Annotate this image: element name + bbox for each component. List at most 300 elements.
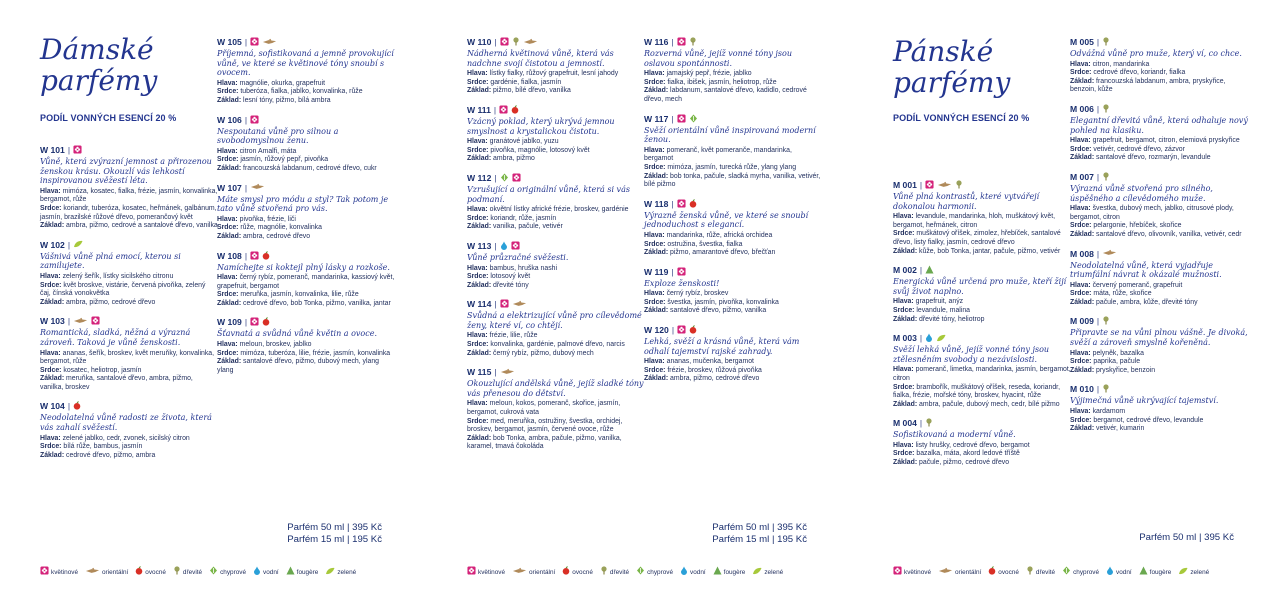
legend-item (1026, 566, 1055, 579)
flower-icon (250, 37, 259, 48)
fruit-icon (562, 566, 570, 579)
scent-note (40, 299, 218, 308)
price-15ml: Parfém 15 ml | 195 Kč (712, 534, 807, 545)
note-label: Srdce: (40, 366, 62, 374)
scent-note (644, 307, 822, 316)
scent-note (40, 205, 218, 222)
perfume-code: W 102 (40, 239, 65, 250)
scent-note (467, 79, 645, 88)
price-block (287, 522, 382, 546)
perfume-code: M 003 (893, 333, 917, 344)
separator: | (67, 316, 71, 327)
green-icon (325, 567, 335, 579)
note-value: ananas, šeřík, broskev, květ meruňky, konvalinka, bergamot, růže (40, 349, 215, 366)
perfume-code-row (644, 267, 822, 278)
note-label: Hlava: (40, 349, 61, 357)
separator: | (671, 113, 674, 124)
note-value: bob tonka, pačule, sladká myrha, vanilka, vetivér, bílé pižmo (644, 172, 821, 189)
oriental-icon (73, 317, 88, 327)
note-label: Základ: (217, 96, 242, 104)
perfume-code: W 117 (644, 113, 669, 124)
note-label: Hlava: (644, 146, 665, 154)
scent-note (893, 384, 1071, 401)
note-label: Hlava: (1070, 281, 1091, 289)
perfume-entry (1070, 172, 1248, 240)
legend-item (636, 566, 673, 579)
fruit-icon (135, 566, 143, 579)
note-value: grapefruit, anýz (915, 298, 964, 306)
green-icon (1178, 567, 1188, 579)
note-label: Srdce: (893, 230, 915, 238)
scent-note (1070, 205, 1248, 222)
column (40, 145, 218, 469)
legend-label: květinové (904, 569, 931, 576)
legend-item (467, 566, 505, 579)
fougere-icon (713, 566, 722, 579)
note-label: Hlava: (644, 290, 665, 298)
note-label: Hlava: (1070, 205, 1091, 213)
note-value: černý rybíz, broskev (666, 290, 729, 298)
note-value: santalové dřevo, pižmo, dubový mech, ylang ylang (217, 358, 380, 374)
column (644, 37, 822, 393)
scent-note (217, 88, 395, 97)
perfume-code-row (1070, 172, 1248, 183)
note-label: Hlava: (1070, 137, 1091, 145)
note-label: Základ: (40, 451, 65, 459)
page-title (40, 34, 157, 96)
note-label: Srdce: (644, 163, 666, 171)
perfume-code: W 108 (217, 250, 242, 261)
note-label: Hlava: (644, 70, 665, 78)
scent-note (893, 459, 1071, 468)
perfume-code: W 115 (467, 367, 492, 378)
price-50ml: Parfém 50 ml | 395 Kč (712, 522, 807, 533)
perfume-code-row (1070, 316, 1248, 327)
note-label: Srdce: (40, 443, 62, 451)
note-value: santalové dřevo, olivovník, vanilka, vetivér, cedr (1096, 230, 1242, 238)
note-label: Základ: (467, 281, 492, 289)
scent-note (893, 248, 1071, 257)
separator: | (67, 401, 71, 412)
oriental-icon (500, 368, 515, 378)
separator: | (493, 104, 497, 115)
scent-note (217, 165, 395, 174)
note-label: Základ: (217, 299, 242, 307)
legend-label: orientální (955, 569, 982, 576)
note-value: švestka, dubový mech, jablko, citrusové plody, bergamot, citron (1070, 205, 1234, 221)
note-value: francouzská labdanum, cedrové dřevo, cukr (243, 164, 377, 172)
note-label: Hlava: (217, 215, 238, 223)
note-label: Srdce: (467, 78, 489, 86)
perfume-code: W 103 (40, 316, 65, 327)
water-icon (925, 333, 933, 344)
scent-note (644, 173, 822, 190)
scent-note (217, 97, 395, 106)
legend-label: zelené (764, 569, 784, 576)
note-value: grapefruit, bergamot, citron, elemiová pryskyřice (1092, 137, 1240, 145)
note-value: máta, růže, skořice (1093, 290, 1152, 298)
column (1070, 37, 1248, 443)
perfume-code-row (40, 145, 218, 156)
note-value: levandule, mandarinka, hloh, muškátový květ, bergamot, heřmánek, citron (893, 213, 1056, 229)
perfume-code-row (217, 183, 395, 194)
note-label: Základ: (1070, 366, 1095, 374)
separator: | (494, 172, 497, 183)
note-value: frézie, broskev, růžová pivoňka (667, 366, 762, 374)
note-value: cedrové dřevo, pižmo, ambra (66, 451, 156, 459)
flower-icon (677, 37, 686, 48)
perfume-code: M 008 (1070, 248, 1094, 259)
perfume-description: Výrazná vůně stvořená pro silného, úspěšného a cílevědomého muže. (1070, 183, 1213, 203)
legend-item (562, 566, 593, 579)
perfume-code-row (467, 367, 645, 378)
note-label: Srdce: (644, 78, 666, 86)
scent-note (467, 265, 645, 274)
note-value: listy hrušky, cedrové dřevo, bergamot (915, 441, 1030, 449)
scent-note (1070, 69, 1248, 78)
title-line-1: Pánské (893, 35, 994, 68)
separator: | (244, 114, 248, 125)
legend-item (85, 567, 128, 579)
note-label: Hlava: (644, 231, 665, 239)
perfume-description: Vzrušující a originální vůně, která si vás podmaní. (467, 184, 630, 204)
note-label: Srdce: (644, 366, 666, 374)
note-label: Základ: (644, 375, 669, 383)
separator: | (919, 180, 923, 190)
note-value: bergamot, cedrové dřevo, levandule (1093, 416, 1204, 424)
perfume-code: W 114 (467, 299, 492, 310)
scent-note (644, 232, 822, 241)
scent-note (217, 291, 395, 300)
note-value: ambra, pižmo, cedrové dřevo (670, 375, 760, 383)
note-label: Srdce: (1070, 69, 1092, 77)
perfume-code: W 118 (644, 198, 669, 209)
perfume-description: Připravte se na vůni plnou vášně. Je divoká, svěží a zároveň smyslně kořeněná. (1070, 328, 1248, 348)
legend (893, 566, 1212, 579)
fruit-icon (511, 105, 519, 116)
perfume-code: W 104 (40, 401, 65, 412)
note-label: Hlava: (1070, 349, 1091, 357)
scent-note (217, 300, 395, 309)
perfume-code: W 112 (467, 172, 492, 183)
wood-icon (512, 37, 520, 48)
note-label: Hlava: (893, 441, 914, 449)
perfume-entry (644, 199, 822, 258)
perfume-description: Rozverná vůně, jejíž vonné tóny jsou oslavou spontánnosti. (644, 49, 792, 68)
note-value: citron Amalfi, máta (239, 147, 297, 155)
note-label: Srdce: (217, 88, 239, 96)
perfume-description: Šťavnatá a svůdná vůně květin a ovoce. (217, 329, 378, 339)
perfume-entry (40, 240, 218, 308)
legend-item (40, 566, 78, 579)
scent-note (644, 87, 822, 104)
flower-icon (512, 173, 521, 184)
perfume-code: W 111 (467, 104, 491, 115)
note-value: levandule, malina (916, 306, 971, 314)
scent-note (1070, 222, 1248, 231)
legend-label: dřevité (1035, 569, 1056, 576)
water-icon (1106, 566, 1114, 579)
flower-icon (467, 566, 476, 579)
scent-note (644, 375, 822, 384)
page-men (853, 0, 1280, 593)
scent-note (1070, 231, 1248, 240)
flower-icon (677, 199, 686, 210)
note-label: Srdce: (1070, 145, 1092, 153)
perfume-code: M 004 (893, 418, 917, 429)
legend (467, 566, 786, 579)
perfume-code-row (644, 37, 822, 48)
scent-note (40, 282, 218, 299)
note-value: pivoňka, frézie, liči (239, 215, 296, 223)
flower-icon (500, 299, 509, 310)
scent-note (644, 147, 822, 164)
page-women-2 (427, 0, 853, 593)
separator: | (1096, 171, 1100, 182)
scent-note (1070, 350, 1248, 359)
perfume-description: Namíchejte si koktejl plný lásky a rozkoše. (217, 262, 390, 272)
note-value: pivoňka, magnólie, lotosový květ (490, 146, 590, 154)
perfume-entry (467, 299, 645, 358)
note-label: Srdce: (893, 383, 915, 391)
perfume-entry (1070, 37, 1248, 95)
separator: | (244, 182, 248, 193)
scent-note (467, 400, 645, 417)
legend-item (713, 566, 746, 579)
note-value: pelyněk, bazalka (1092, 349, 1144, 357)
note-label: Hlava: (467, 70, 488, 78)
perfume-code-row (217, 115, 395, 126)
separator: | (671, 198, 674, 209)
legend-item (173, 566, 202, 579)
perfume-code: M 001 (893, 180, 917, 190)
perfume-description: Máte smysl pro módu a styl? Tak potom je tato vůně stvořená pro vás. (217, 194, 389, 214)
note-value: koriandr, růže, jasmín (490, 214, 557, 222)
note-label: Srdce: (893, 450, 915, 458)
perfume-entry (1070, 316, 1248, 375)
scent-note (40, 452, 218, 461)
flower-icon (40, 566, 49, 579)
fruit-icon (689, 199, 697, 210)
note-value: muškátový oříšek, zimolez, hřebíček, santalové dřevo, listy fialky, jasmín, cedrové dřevo (893, 230, 1061, 246)
separator: | (1096, 316, 1100, 327)
page-women-1 (0, 0, 427, 593)
scent-note (644, 249, 822, 258)
perfume-code: W 119 (644, 266, 669, 277)
fruit-icon (73, 401, 81, 412)
perfume-entry (467, 367, 645, 452)
scent-note (467, 87, 645, 96)
note-value: pačule, pižmo, cedrové dřevo (919, 459, 1010, 467)
scent-note (217, 233, 395, 242)
note-label: Srdce: (217, 349, 239, 357)
note-label: Srdce: (467, 273, 489, 281)
scent-note (1070, 425, 1248, 434)
perfume-code-row (893, 180, 1071, 191)
flower-icon (677, 325, 686, 336)
note-label: Základ: (1070, 77, 1095, 85)
scent-note (1070, 367, 1248, 376)
legend-item (325, 567, 356, 579)
perfume-code-row (467, 105, 645, 116)
note-value: mimóza, kosatec, fialka, frézie, jasmín, konvalinka, bergamot, růže (40, 187, 218, 204)
note-value: citron, mandarinka (1092, 60, 1150, 68)
perfume-code: W 101 (40, 145, 65, 155)
price-50ml: Parfém 50 ml | 395 Kč (1139, 532, 1234, 543)
note-label: Základ: (644, 172, 669, 180)
separator: | (67, 239, 71, 250)
perfume-entry (893, 180, 1071, 256)
scent-note (40, 367, 218, 376)
wood-icon (1102, 172, 1110, 183)
perfume-code: M 002 (893, 265, 917, 276)
note-value: meruňka, santalové dřevo, ambra, pižmo, vanilka, broskev (40, 375, 193, 391)
separator: | (1096, 248, 1100, 259)
scent-note (644, 70, 822, 79)
note-label: Srdce: (467, 417, 489, 425)
note-label: Hlava: (893, 298, 914, 306)
note-value: gardénie, fialka, jasmín (490, 78, 562, 86)
perfume-entry (467, 173, 645, 232)
oriental-icon (512, 300, 527, 310)
scent-note (1070, 61, 1248, 70)
note-label: Základ: (644, 249, 669, 257)
perfume-description: Vůně průzračné svěžesti. (467, 252, 569, 262)
flower-icon (511, 241, 520, 252)
perfume-description: Vášnivá vůně plná emocí, kterou si zamilujete. (40, 251, 181, 271)
title-line-2: parfémy (40, 64, 158, 97)
perfume-description: Neodolatelná vůně radosti ze života, která vás zahalí svěžestí. (40, 413, 212, 433)
scent-note (467, 332, 645, 341)
perfume-code-row (217, 317, 395, 328)
scent-note (217, 224, 395, 233)
note-label: Základ: (893, 315, 918, 323)
scent-note (40, 443, 218, 452)
note-value: červený pomeranč, grapefruit (1092, 281, 1183, 289)
perfume-description: Lehká, svěží a krásná vůně, která vám odhalí tajemství rajské zahrady. (644, 337, 800, 356)
note-label: Základ: (40, 375, 65, 383)
legend-item (135, 566, 166, 579)
flower-icon (677, 267, 686, 278)
legend-label: vodní (690, 569, 706, 576)
scent-note (893, 450, 1071, 459)
wood-icon (1102, 384, 1110, 395)
note-value: ambra, pačule, dubový mech, cedr, bílé pižmo (919, 400, 1060, 408)
perfume-code: W 113 (467, 240, 492, 251)
wood-icon (689, 37, 697, 48)
separator: | (919, 265, 923, 276)
perfume-code-row (467, 241, 645, 252)
scent-note (217, 358, 395, 375)
note-value: pelargonie, hřebíček, skořice (1093, 222, 1182, 230)
scent-note (644, 358, 822, 367)
note-value: kůže, bob Tonka, jantar, pačule, pižmo, vetivér (919, 247, 1061, 255)
perfume-entry (644, 114, 822, 190)
perfume-description: Neodolatelná vůně, která vyjadřuje triumfální návrat k okázalé mužnosti. (1070, 260, 1222, 280)
scent-note (893, 316, 1071, 325)
scent-note (644, 290, 822, 299)
scent-note (467, 223, 645, 232)
scent-note (40, 188, 218, 205)
fruit-icon (689, 325, 697, 336)
note-value: ambra, cedrové dřevo (243, 232, 311, 240)
wood-icon (1102, 104, 1110, 115)
note-value: černý rybíz, pižmo, dubový mech (493, 349, 594, 357)
perfume-description: Výjimečná vůně ukrývající tajemství. (1070, 396, 1219, 406)
note-value: konvalinka, gardénie, palmové dřevo, narcis (490, 341, 625, 349)
legend-label: fougère (296, 569, 319, 576)
legend-label: vodní (263, 569, 279, 576)
note-label: Základ: (893, 459, 918, 467)
separator: | (244, 250, 248, 261)
legend-item (988, 566, 1019, 579)
scent-note (467, 147, 645, 156)
water-icon (500, 241, 508, 252)
perfume-entry (1070, 384, 1248, 433)
perfume-description: Nádherná květinová vůně, která vás nadchne svojí čistotou a jemností. (467, 49, 614, 68)
column (893, 180, 1071, 477)
separator: | (494, 367, 497, 378)
note-value: magnólie, okurka, grapefruit (239, 79, 326, 87)
perfume-entry (644, 267, 822, 316)
perfume-description: Příjemná, sofistikovaná a jemně provokující vůně, ve které se květinové tóny snoubí s ovocem. (217, 49, 394, 78)
scent-note (1070, 299, 1248, 308)
note-value: meloun, broskev, jablko (239, 341, 312, 349)
note-label: Hlava: (467, 400, 488, 408)
scent-note (40, 350, 218, 367)
legend-label: zelené (1190, 569, 1210, 576)
scent-note (644, 367, 822, 376)
oriental-icon (523, 38, 538, 48)
legend-label: chyprové (220, 569, 247, 576)
note-value: mimóza, jasmín, turecká růže, ylang ylang (667, 163, 797, 171)
legend-item (938, 567, 981, 579)
note-label: Základ: (1070, 230, 1095, 238)
perfume-description: Elegantní dřevitá vůně, která odhaluje nový pohled na klasiku. (1070, 115, 1248, 135)
chypre-icon (500, 173, 509, 184)
perfume-code: W 120 (644, 325, 669, 336)
note-label: Srdce: (217, 224, 239, 232)
note-label: Hlava: (217, 341, 238, 349)
note-label: Hlava: (217, 147, 238, 155)
note-label: Srdce: (893, 306, 915, 314)
note-value: vetivér, kumarin (1096, 425, 1145, 433)
note-label: Základ: (40, 222, 65, 230)
scent-note (1070, 358, 1248, 367)
note-label: Hlava: (40, 272, 61, 280)
flower-icon (250, 251, 259, 262)
scent-note (467, 155, 645, 164)
note-value: granátové jablko, yuzu (489, 138, 559, 146)
separator: | (494, 299, 497, 310)
perfume-code: W 106 (217, 114, 242, 125)
wood-icon (1102, 316, 1110, 327)
note-label: Srdce: (467, 341, 489, 349)
perfume-description: Odvážná vůně pro muže, který ví, co chce. (1070, 49, 1242, 58)
scent-note (1070, 282, 1248, 291)
note-value: dřevité tóny, heliotrop (919, 315, 985, 323)
legend-label: dřevité (609, 569, 630, 576)
flower-icon (677, 114, 686, 125)
legend-item (1106, 566, 1132, 579)
note-label: Hlava: (40, 434, 61, 442)
chypre-icon (209, 566, 218, 579)
scent-note (217, 156, 395, 165)
separator: | (919, 418, 923, 429)
scent-note (893, 298, 1071, 307)
note-label: Srdce: (644, 298, 666, 306)
scent-note (467, 70, 645, 79)
